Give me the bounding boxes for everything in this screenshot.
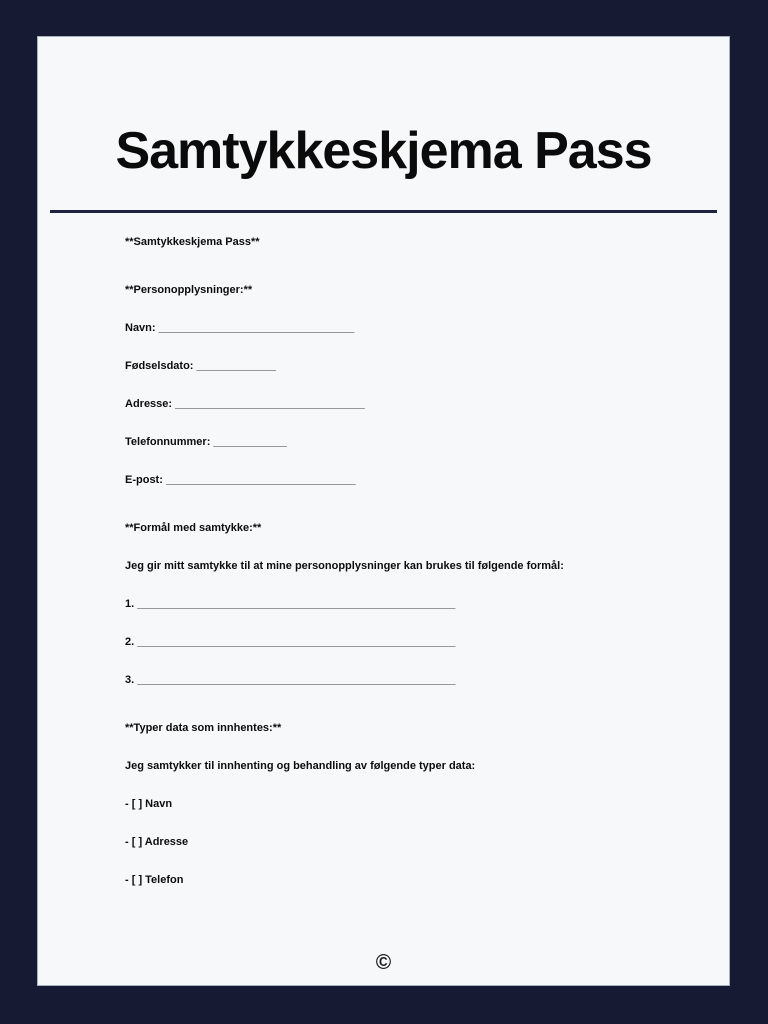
checkbox-line-adresse: - [ ] Adresse	[125, 836, 189, 848]
intro-typer-data: Jeg samtykker til innhenting og behandling av følgende typer data:	[125, 760, 476, 772]
field-fodselsdato: Fødselsdato: _____________	[125, 360, 277, 372]
field-navn: Navn: ________________________________	[125, 322, 355, 334]
doc-heading-samtykkeskjema: **Samtykkeskjema Pass**	[125, 236, 260, 248]
section-heading-personopplysninger: **Personopplysninger:**	[125, 284, 253, 296]
document-page	[37, 36, 730, 986]
copyright-icon: ©	[375, 951, 392, 974]
section-heading-typer-data: **Typer data som innhentes:**	[125, 722, 282, 734]
formal-line-1: 1. ____________________________________________________	[125, 598, 456, 610]
field-adresse: Adresse: _______________________________	[125, 398, 365, 410]
field-telefonnummer: Telefonnummer: ____________	[125, 436, 287, 448]
formal-line-3: 3. ____________________________________________________	[125, 674, 456, 686]
page-title: Samtykkeskjema Pass	[115, 122, 652, 180]
checkbox-line-telefon: - [ ] Telefon	[125, 874, 184, 886]
checkbox-line-navn: - [ ] Navn	[125, 798, 173, 810]
field-epost: E-post: _______________________________	[125, 474, 356, 486]
intro-formal: Jeg gir mitt samtykke til at mine personopplysninger kan brukes til følgende formål:	[125, 560, 564, 572]
section-heading-formal: **Formål med samtykke:**	[125, 522, 262, 534]
formal-line-2: 2. ____________________________________________________	[125, 636, 456, 648]
document-body	[38, 213, 729, 887]
